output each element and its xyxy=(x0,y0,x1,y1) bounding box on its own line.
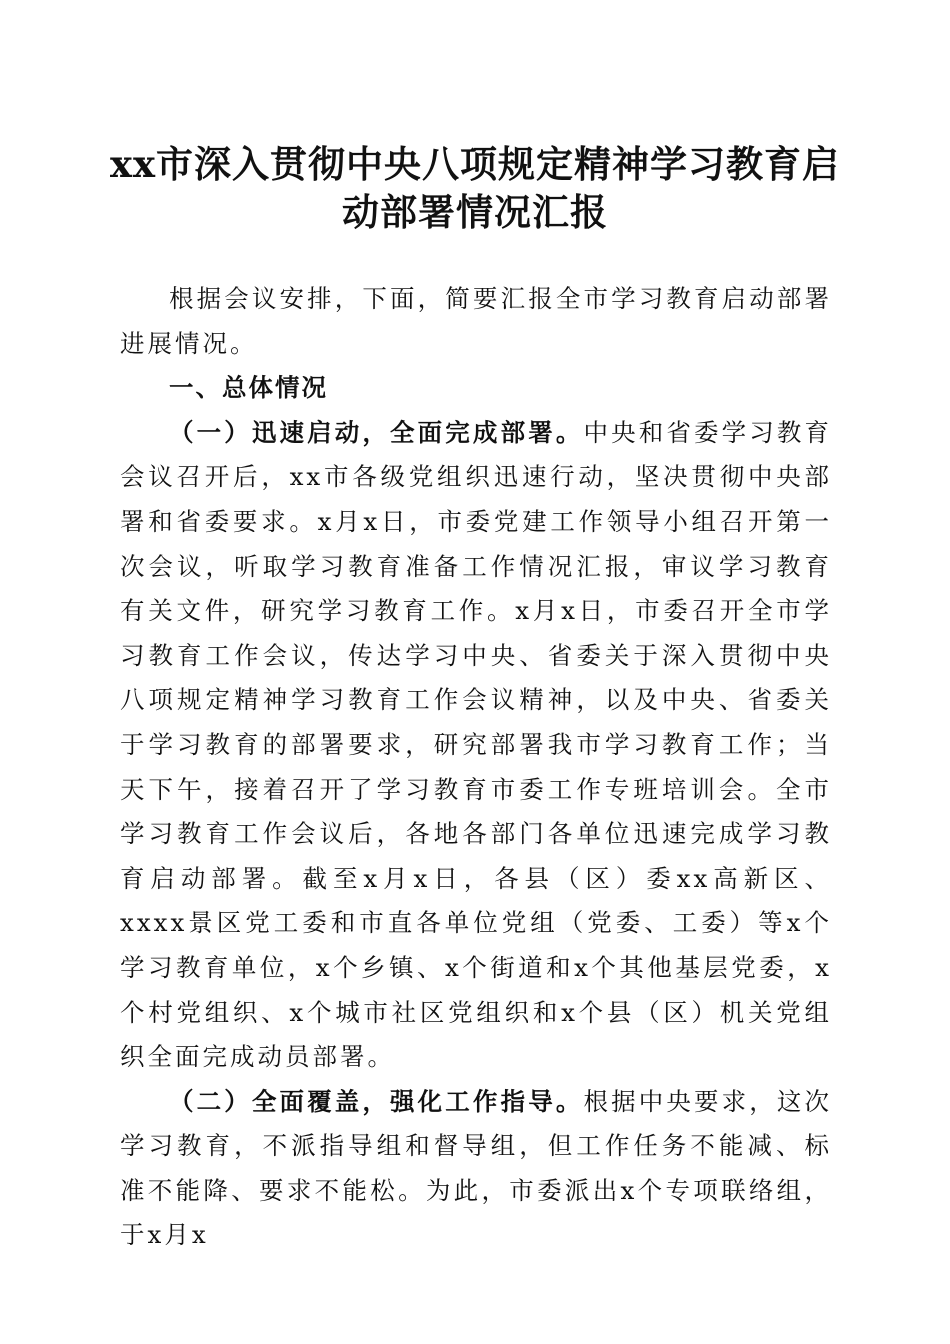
document-title: xx市深入贯彻中央八项规定精神学习教育启动部署情况汇报 xyxy=(109,142,841,234)
paragraph-full-coverage xyxy=(120,1080,832,1258)
paragraph-body: 中央和省委学习教育会议召开后，xx市各级党组织迅速行动，坚决贯彻中央部署和省委要求。x月x日，市委党建工作领导小组召开第一次会议，听取学习教育准备工作情况汇报，审议学习教育有关文件，研究学习教育工作。x月x日，市委召开全市学习教育工作会议，传达学习中央、省委关于深入贯彻中央八项规定精神学习教育工作会议精神，以及中央、省委关于学习教育的部署要求，研究部署我市学习教育工作；当天下午，接着召开了学习教育市委工作专班培训会。全市学习教育工作会议后，各地各部门各单位迅速完成学习教育启动部署。截至x月x日，各县（区）委xx高新区、xxxx景区党工委和市直各单位党组（党委、工委）等x个学习教育单位，x个乡镇、x个街道和x个其他基层党委，x个村党组织、x个城市社区党组织和x个县（区）机关党组织全面完成动员部署。 xyxy=(120,417,833,1072)
section-heading-overview: 一、总体情况 xyxy=(169,373,328,403)
paragraph-lead: （一）迅速启动，全面完成部署。 xyxy=(169,417,584,447)
paragraph-lead: （二）全面覆盖，强化工作指导。 xyxy=(169,1086,584,1116)
intro-paragraph: 根据会议安排，下面，简要汇报全市学习教育启动部署进展情况。 xyxy=(120,284,832,358)
document-body xyxy=(120,277,832,1258)
paragraph-body: 根据中央要求，这次学习教育，不派指导组和督导组，但工作任务不能减、标准不能降、要求不能松。为此，市委派出x个专项联络组，于x月x xyxy=(120,1086,833,1250)
paragraph-rapid-launch xyxy=(120,411,832,1080)
